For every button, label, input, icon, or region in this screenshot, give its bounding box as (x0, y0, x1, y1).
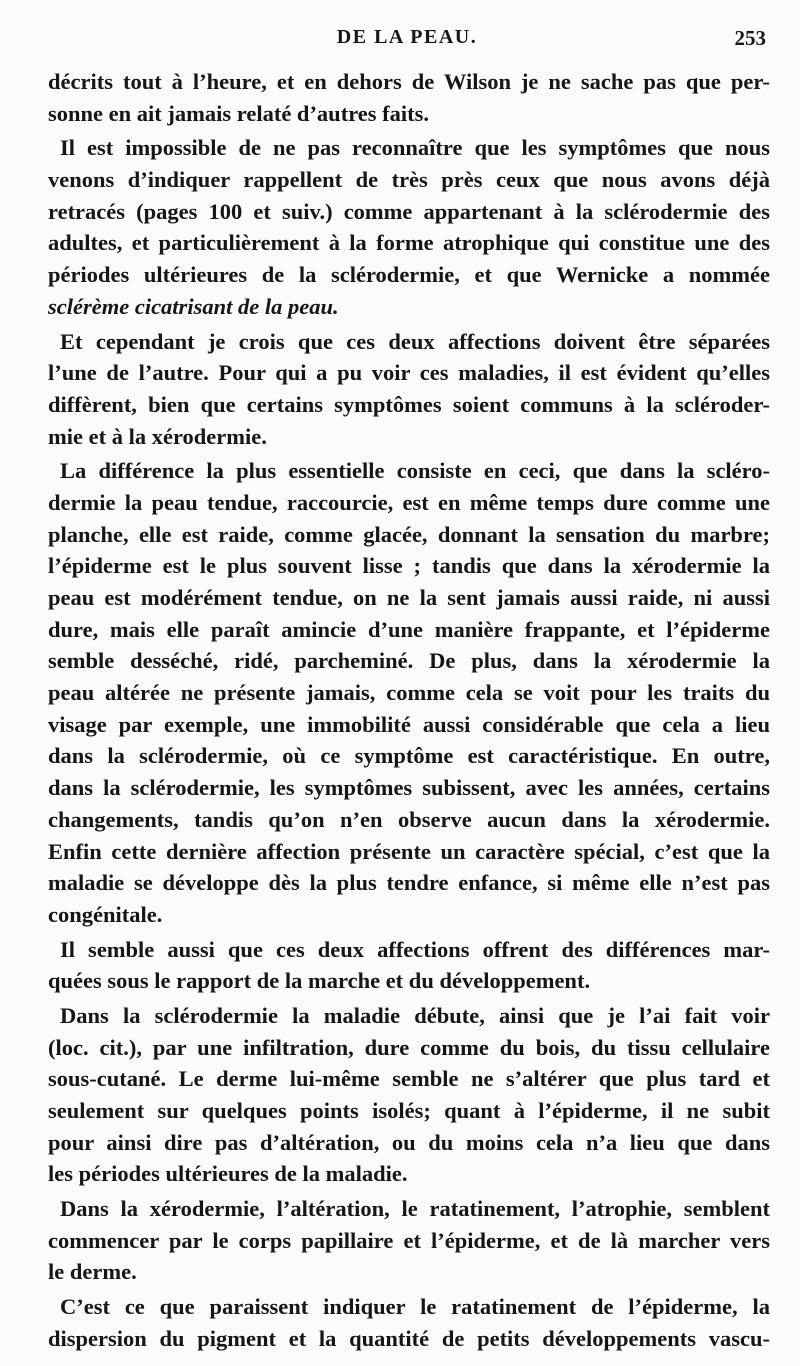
text-line: peau est modérément tendue, on ne la sent jamais aussi raide, ni aussi (48, 585, 770, 610)
page-number: 253 (734, 26, 766, 50)
paragraph (48, 66, 770, 129)
text-line: Et cependant je crois que ces deux affections doivent être séparées (60, 328, 770, 354)
text-line: mie et à la xérodermie. (48, 423, 267, 449)
text-line: seulement sur quelques points isolés; quant à l’épiderme, il ne subit (48, 1098, 770, 1123)
text-line: l’épiderme est le plus souvent lisse ; tandis que dans la xérodermie la (48, 553, 770, 579)
text-line: diffèrent, bien que certains symptômes soient communs à la scléroder- (48, 391, 770, 417)
paragraph (48, 326, 770, 453)
text-line: (loc. cit.), par une infiltration, dure comme du bois, du tissu cellulaire (48, 1034, 770, 1060)
text-line: Il est impossible de ne pas reconnaître que les symptômes que nous (60, 135, 770, 161)
paragraph (48, 1291, 770, 1354)
text-line: l’une de l’autre. Pour qui a pu voir ces maladies, il est évident qu’elles (48, 360, 770, 386)
text-line: dermie la peau tendue, raccourcie, est en même temps dure comme une (48, 489, 770, 515)
running-title: DE LA PEAU. (336, 26, 478, 48)
paragraph (48, 132, 770, 322)
text-line: semble desséché, ridé, parcheminé. De plus, dans la xérodermie la (48, 648, 770, 674)
text-line: dure, mais elle paraît amincie d’une manière frappante, et l’épiderme (48, 616, 770, 642)
text-line: les périodes ultérieures de la maladie. (48, 1161, 408, 1187)
text-line: Il semble aussi que ces deux affections offrent des différences mar- (60, 936, 770, 962)
text-line: le derme. (48, 1259, 137, 1285)
text-line: venons d’indiquer rappellent de très près ceux que nous avons déjà (48, 167, 770, 193)
text-line: C’est ce que paraissent indiquer le ratatinement de l’épiderme, la (60, 1294, 770, 1320)
text-line: adultes, et particulièrement à la forme atrophique qui constitue une des (48, 230, 770, 256)
text-line: pour ainsi dire pas d’altération, ou du moins cela n’a lieu que dans (48, 1129, 770, 1155)
text-line: dans la sclérodermie, où ce symptôme est caractéristique. En outre, (48, 743, 770, 769)
text-line: sous-cutané. Le derme lui-même semble ne s’altérer que plus tard et (48, 1066, 770, 1092)
text-line: sclérème cicatrisant de la peau. (48, 293, 339, 319)
text-line: maladie se développe dès la plus tendre enfance, si même elle n’est pas (48, 870, 770, 896)
text-line: commencer par le corps papillaire et l’épiderme, et de là marcher vers (48, 1227, 770, 1253)
paragraph (48, 455, 770, 930)
text-line: décrits tout à l’heure, et en dehors de Wilson je ne sache pas que per- (48, 69, 770, 94)
text-line: retracés (pages 100 et suiv.) comme appartenant à la sclérodermie des (48, 198, 770, 224)
text-line: Dans la xérodermie, l’altération, le ratatinement, l’atrophie, semblent (60, 1196, 770, 1222)
text-line: La différence la plus essentielle consiste en ceci, que dans la scléro- (60, 458, 770, 484)
text-line: périodes ultérieures de la sclérodermie, et que Wernicke a nommée (48, 262, 770, 288)
text-line: changements, tandis qu’on n’en observe aucun dans la xérodermie. (48, 806, 770, 832)
text-line: quées sous le rapport de la marche et du développement. (48, 968, 591, 994)
text-line: dans la sclérodermie, les symptômes subissent, avec les années, certains (48, 775, 770, 801)
paragraph (48, 934, 770, 997)
text-line: Enfin cette dernière affection présente un caractère spécial, c’est que la (48, 838, 770, 864)
text-line: visage par exemple, une immobilité aussi considérable que cela a lieu (48, 711, 770, 737)
text-line: congénitale. (48, 901, 163, 927)
paragraph (48, 1193, 770, 1288)
paragraph (48, 1000, 770, 1190)
text-line: Dans la sclérodermie la maladie débute, ainsi que je l’ai fait voir (60, 1002, 770, 1028)
text-line: peau altérée ne présente jamais, comme cela se voit pour les traits du (48, 680, 770, 706)
text-line: planche, elle est raide, comme glacée, donnant la sensation du marbre; (48, 521, 770, 547)
running-head (48, 26, 766, 56)
text-line: dispersion du pigment et la quantité de petits développements vascu- (48, 1325, 770, 1351)
body-text (48, 66, 770, 1355)
text-line: sonne en ait jamais relaté d’autres faits. (48, 100, 430, 126)
